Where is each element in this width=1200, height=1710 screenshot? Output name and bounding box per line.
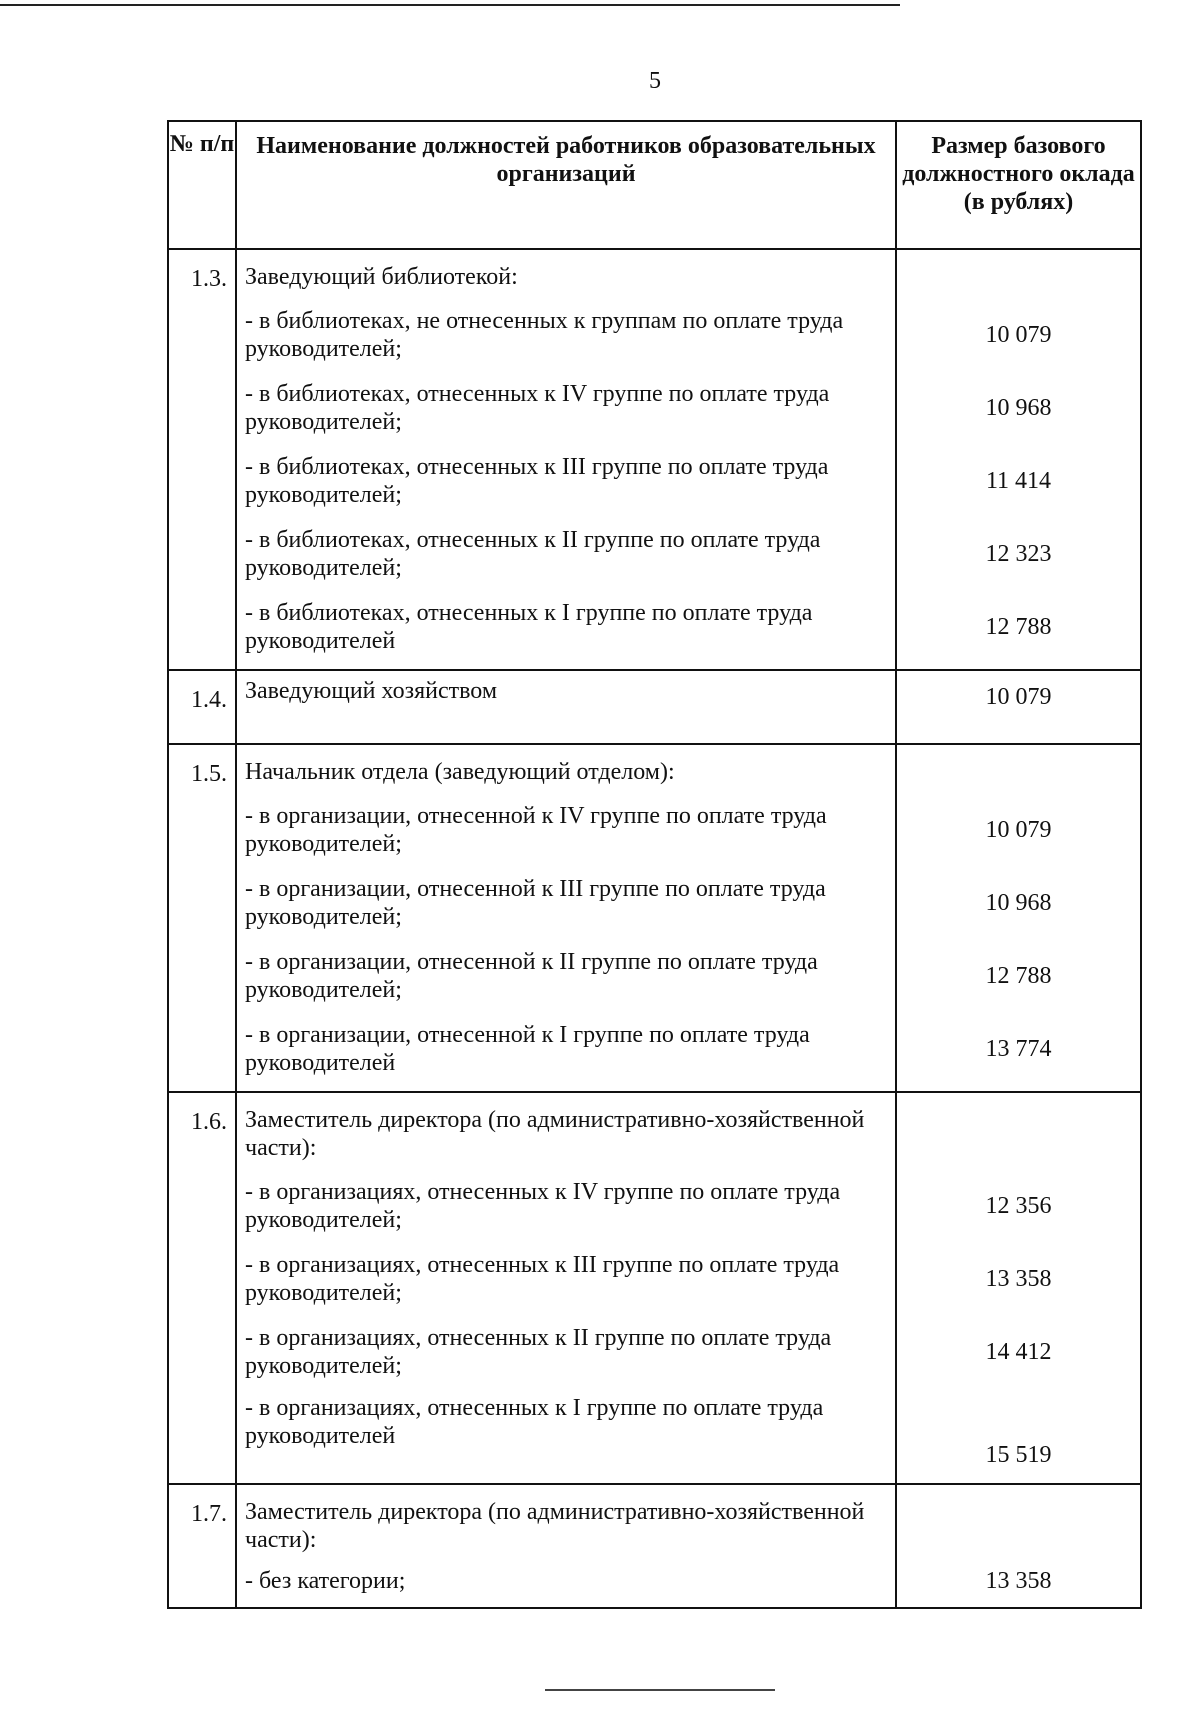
salary-value: 10 079: [985, 816, 1052, 843]
position-cell: [236, 670, 896, 744]
salary-value: 10 968: [985, 394, 1052, 421]
list-item: - без категории;: [245, 1568, 406, 1594]
position-cell: [236, 1484, 896, 1608]
salary-value: 14 412: [985, 1338, 1052, 1365]
row-number: 1.4.: [168, 670, 236, 744]
list-item: - в библиотеках, отнесенных к II группе по оплате труда руководителей;: [245, 526, 821, 581]
salary-cell: [896, 670, 1141, 744]
list-item: - в библиотеках, отнесенных к IV группе по оплате труда руководителей;: [245, 380, 830, 435]
list-item: - в библиотеках, не отнесенных к группам по оплате труда руководителей;: [245, 307, 844, 362]
header-salary: Размер базового должностного оклада (в рублях): [896, 121, 1141, 249]
salary-cell: [896, 249, 1141, 670]
section-title: Заведующий хозяйством: [245, 678, 497, 704]
position-cell: [236, 1092, 896, 1484]
salary-cell: [896, 744, 1141, 1092]
position-cell: [236, 744, 896, 1092]
row-number: 1.5.: [168, 744, 236, 1092]
section-title: Начальник отдела (заведующий отделом):: [245, 759, 675, 785]
list-item: - в организациях, отнесенных к IV группе по оплате труда руководителей;: [245, 1178, 841, 1233]
salary-value: 13 358: [985, 1568, 1052, 1594]
salary-table: [167, 120, 1142, 1609]
top-rule: [0, 4, 900, 6]
salary-value: 12 788: [985, 962, 1052, 989]
list-item: - в организациях, отнесенных к III группе по оплате труда руководителей;: [245, 1251, 840, 1306]
salary-value: 11 414: [985, 467, 1052, 494]
list-item: - в организации, отнесенной к III группе по оплате труда руководителей;: [245, 875, 826, 930]
list-item: - в библиотеках, отнесенных к III группе по оплате труда руководителей;: [245, 453, 829, 508]
list-item: - в организации, отнесенной к IV группе по оплате труда руководителей;: [245, 802, 827, 857]
row-number: 1.6.: [168, 1092, 236, 1484]
salary-value: 15 519: [985, 1442, 1052, 1468]
list-item: - в организациях, отнесенных к II группе по оплате труда руководителей;: [245, 1324, 832, 1379]
list-item: - в организациях, отнесенных к I группе по оплате труда руководителей: [245, 1395, 824, 1449]
salary-value: 13 358: [985, 1265, 1052, 1292]
salary-value: 10 079: [985, 684, 1052, 710]
salary-value: 12 356: [985, 1192, 1052, 1219]
list-item: - в библиотеках, отнесенных к I группе по оплате труда руководителей: [245, 599, 813, 654]
header-position-name: Наименование должностей работников образовательных организаций: [236, 121, 896, 249]
table-row: [168, 1484, 1141, 1608]
header-number: № п/п: [168, 121, 236, 249]
table-row: [168, 1092, 1141, 1484]
section-title: Заместитель директора (по административно-хозяйственной части):: [245, 1499, 865, 1553]
salary-value: 10 968: [985, 889, 1052, 916]
page-number: 5: [649, 68, 661, 94]
row-number: 1.7.: [168, 1484, 236, 1608]
salary-value: 10 079: [985, 321, 1052, 348]
bottom-rule: [545, 1689, 775, 1691]
table-header-row: [168, 121, 1141, 249]
salary-value: 12 323: [985, 540, 1052, 567]
table-row: [168, 744, 1141, 1092]
table-row: [168, 249, 1141, 670]
section-title: Заведующий библиотекой:: [245, 264, 518, 290]
salary-cell: [896, 1484, 1141, 1608]
section-title: Заместитель директора (по административно-хозяйственной части):: [245, 1107, 865, 1161]
salary-value: 12 788: [985, 613, 1052, 640]
salary-cell: [896, 1092, 1141, 1484]
position-cell: [236, 249, 896, 670]
salary-value: 13 774: [985, 1035, 1052, 1062]
table-row: [168, 670, 1141, 744]
list-item: - в организации, отнесенной к I группе по оплате труда руководителей: [245, 1021, 810, 1076]
list-item: - в организации, отнесенной к II группе по оплате труда руководителей;: [245, 948, 818, 1003]
row-number: 1.3.: [168, 249, 236, 670]
